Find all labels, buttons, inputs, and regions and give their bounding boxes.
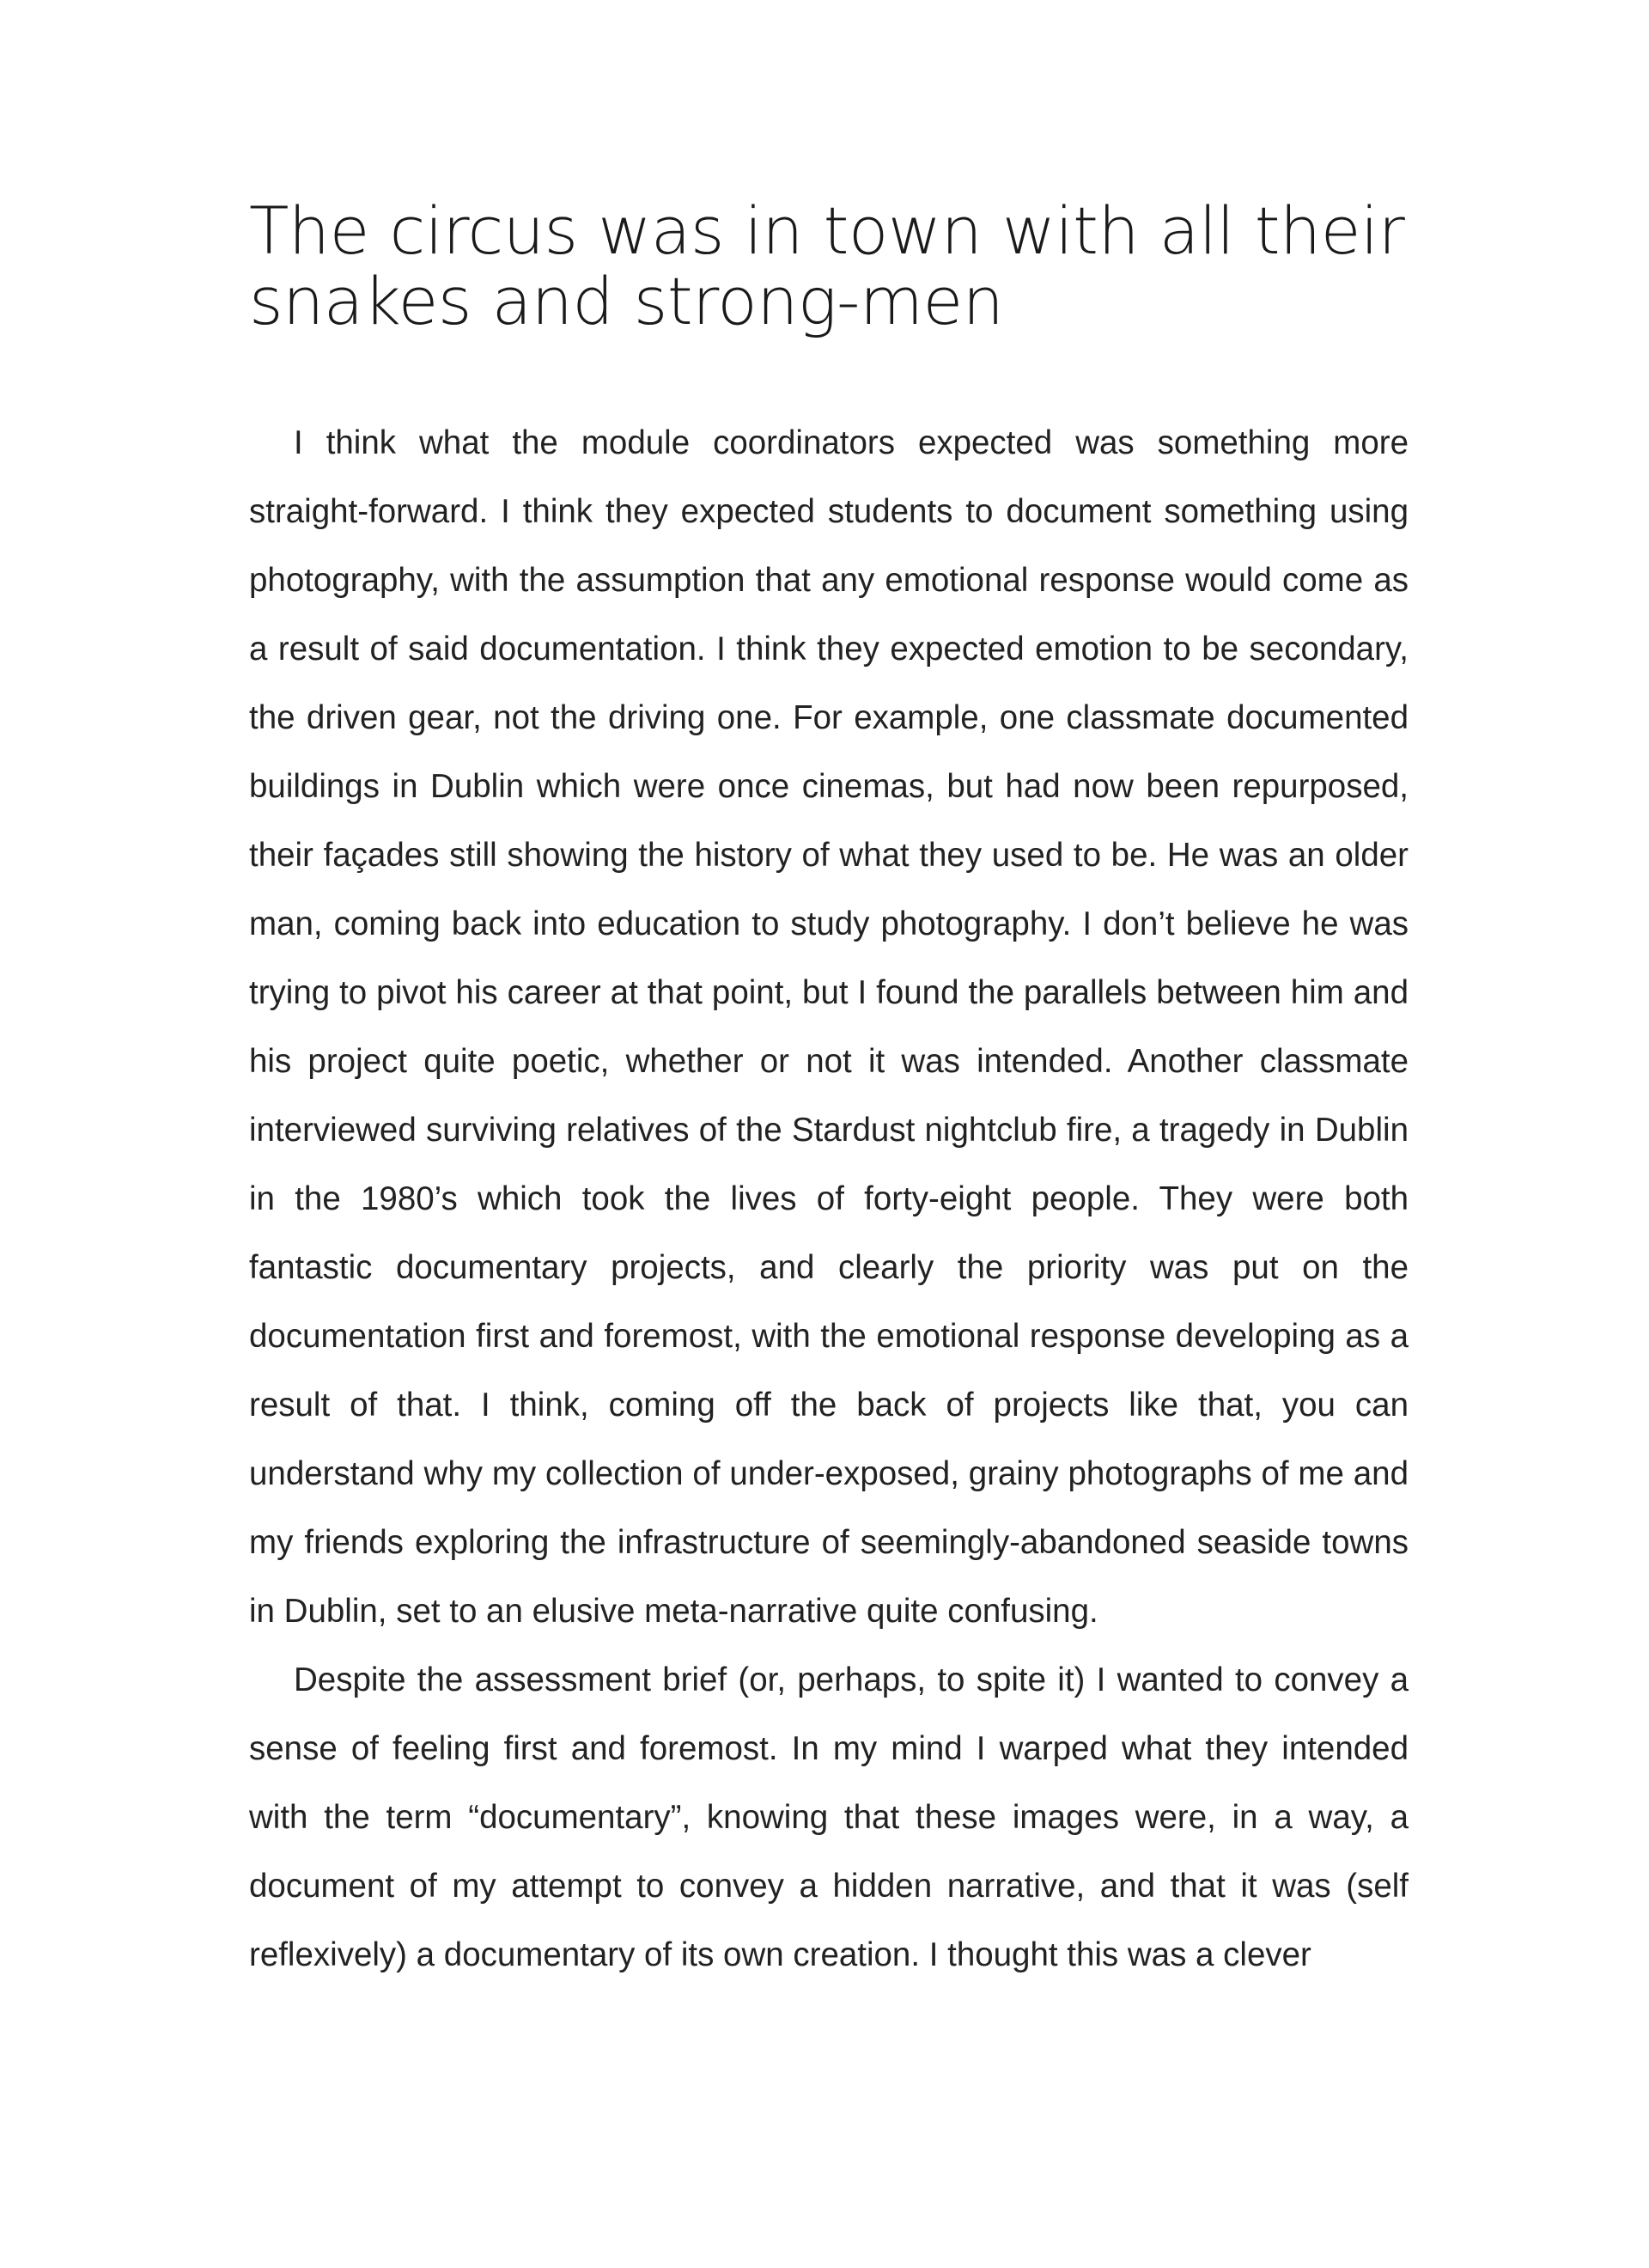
paragraph-2: Despite the assessment brief (or, perhaps, to spite it) I wanted to convey a sense of feeling first and foremost. In my mind I warped what they intended with the term “documentary”, knowing that these images were, in a way, a document of my attempt to convey a hidden narrative, and that it was (self reflexively) a documentary of its own creation. I thought this was a clever [249,1661,1409,1973]
document-page [249,192,1409,1990]
page-title: The circus was in town with all their snakes and strong-men [249,192,1405,339]
body-text [249,409,1409,1990]
paragraph-1: I think what the module coordinators expected was something more straight-forward. I think they expected students to document something using photography, with the assumption that any emotional response would come as a result of said documentation. I think they expected emotion to be secondary, the driven gear, not the driving one. For example, one classmate documented buildings in Dublin which were once cinemas, but had now been repurposed, their façades still showing the history of what they used to be. He was an older man, coming back into education to study photography. I don’t believe he was trying to pivot his career at that point, but I found the parallels between him and his project quite poetic, whether or not it was intended. Another classmate interviewed surviving relatives of the Stardust nightclub fire, a tragedy in Dublin in the 1980’s which took the lives of forty-eight people. They were both fantastic documentary projects, and clearly the priority was put on the documentation first and foremost, with the emotional response developing as a result of that. I think, coming off the back of projects like that, you can understand why my collection of under-exposed, grainy photographs of me and my friends exploring the infrastructure of seemingly-abandoned seaside towns in Dublin, set to an elusive meta-narrative quite confusing. [249,424,1409,1630]
